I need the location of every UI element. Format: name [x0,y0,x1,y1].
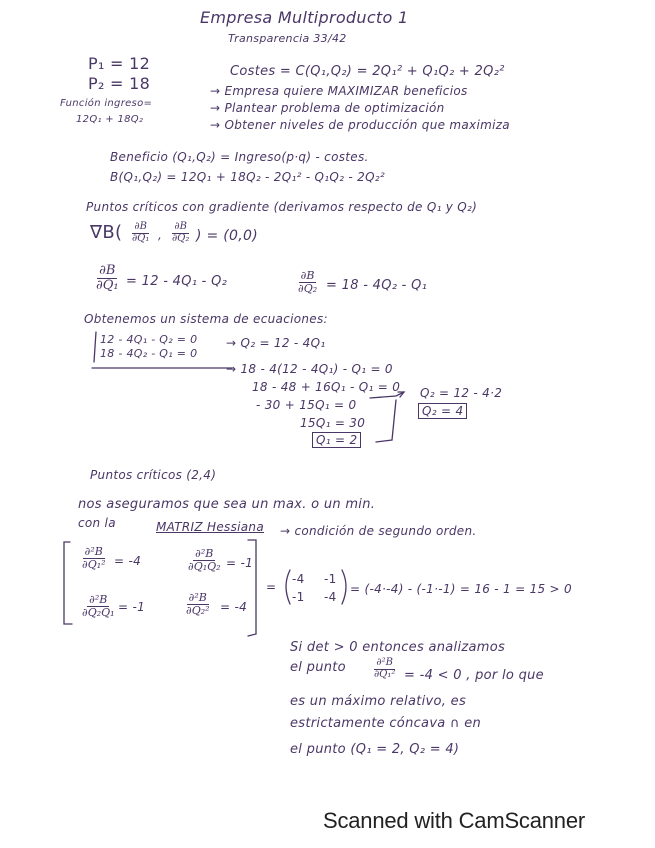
benefit-definition: Beneficio (Q₁,Q₂) = Ingreso(p·q) - costes. [110,150,369,164]
hessian-left-bracket [64,542,72,624]
det-left-paren [286,570,290,604]
cost-bullet-1: → Empresa quiere MAXIMIZAR beneficios [210,84,468,98]
det-right-paren [342,570,346,604]
system-step-2: → 18 - 4(12 - 4Q₁) - Q₁ = 0 [226,362,393,376]
critical-point-result: Puntos críticos (2,4) [90,468,217,482]
page-subtitle: Transparencia 33/42 [228,32,347,45]
system-step-5: 15Q₁ = 30 [300,416,366,430]
hessian-h22-value: = -4 [220,600,248,614]
camscanner-watermark: Scanned with CamScanner [323,808,585,833]
det-m22: -4 [324,590,337,604]
conclusion-line-1: Si det > 0 entonces analizamos [290,640,506,655]
gradient-fraction-q2-den: ∂Q₂ [172,232,190,244]
benefit-formula: B(Q₁,Q₂) = 12Q₁ + 18Q₂ - 2Q₁² - Q₁Q₂ - 2Q₂² [110,170,386,184]
second-order-condition: → condición de segundo orden. [280,524,477,538]
hessian-h11-value: = -4 [114,554,142,568]
partial-q1-expression: = 12 - 4Q₁ - Q₂ [126,274,228,289]
gradient-fraction-q1-num: ∂B [134,221,147,232]
partial-q2-num: ∂B [300,269,315,282]
conclusion-fraction-den: ∂Q₁² [374,668,396,680]
determinant-expression: = (-4·-4) - (-1·-1) = 16 - 1 = 15 > 0 [350,582,572,596]
q2-arrow-line [376,400,396,442]
price-p2: P₂ = 18 [88,74,151,93]
hessian-right-bracket [248,540,256,636]
conclusion-line-5: el punto (Q₁ = 2, Q₂ = 4) [290,742,460,757]
hessian-h12-den: ∂Q₁Q₂ [188,559,221,573]
page-title: Empresa Multiproducto 1 [200,8,409,27]
result-q1-box: Q₁ = 2 [312,432,361,448]
gradient-comma: , [158,228,163,242]
price-p1: P₁ = 12 [88,54,151,73]
hessian-h22-num: ∂²B [188,591,207,604]
system-eq-2: 18 - 4Q₂ - Q₁ = 0 [100,347,198,360]
q2-arrow-top [370,392,404,398]
costs-formula: Costes = C(Q₁,Q₂) = 2Q₁² + Q₁Q₂ + 2Q₂² [230,64,505,79]
partial-q2-den: ∂Q₂ [298,281,318,295]
system-brace [94,332,96,362]
conclusion-line-4: estrictamente cóncava ∩ en [290,716,482,731]
partial-q1-num: ∂B [99,263,116,278]
system-step-3: 18 - 48 + 16Q₁ - Q₁ = 0 [252,380,401,394]
critical-points-heading: Puntos críticos con gradiente (derivamos respecto de Q₁ y Q₂) [86,200,478,214]
hessian-h12-value: = -1 [226,556,254,570]
det-m12: -1 [324,572,337,586]
hessian-h22-den: ∂Q₂² [186,603,210,617]
partial-q1-den: ∂Q₁ [96,277,119,293]
hessian-h11-den: ∂Q₁² [82,557,106,571]
conclusion-fraction-num: ∂²B [376,657,393,668]
conclusion-line-3: es un máximo relativo, es [290,694,467,709]
system-step-4: - 30 + 15Q₁ = 0 [256,398,357,412]
cost-bullet-2: → Plantear problema de optimización [210,101,445,115]
gradient-equals-zero: ) = (0,0) [196,228,258,244]
determinant-equals: = [266,580,277,594]
result-q2-substitution: Q₂ = 12 - 4·2 [420,386,503,400]
partial-q2-expression: = 18 - 4Q₂ - Q₁ [326,278,428,293]
hessian-h11-num: ∂²B [84,545,103,558]
system-step-1: → Q₂ = 12 - 4Q₁ [226,336,326,350]
income-expression: 12Q₁ + 18Q₂ [76,114,144,125]
check-con-la: con la [78,516,116,530]
hessian-h12-num: ∂²B [195,547,214,560]
result-q2-box: Q₂ = 4 [418,403,467,419]
hessian-label: MATRIZ Hessiana [156,520,264,534]
hessian-h21-num: ∂²B [89,593,108,606]
det-m21: -1 [292,590,305,604]
gradient-symbol: ∇B( [90,222,123,243]
system-eq-1: 12 - 4Q₁ - Q₂ = 0 [100,333,198,346]
income-label: Función ingreso= [60,98,153,109]
system-heading: Obtenemos un sistema de ecuaciones: [84,312,328,326]
conclusion-negative: = -4 < 0 , por lo que [404,668,544,683]
gradient-fraction-q1-den: ∂Q₁ [132,232,150,244]
det-m11: -4 [292,572,305,586]
gradient-fraction-q2-num: ∂B [174,221,187,232]
cost-bullet-3: → Obtener niveles de producción que maximiza [210,118,510,132]
hessian-h21-den: ∂Q₂Q₁ [82,605,115,619]
conclusion-el-punto: el punto [290,660,346,675]
hessian-h21-value: = -1 [118,600,146,614]
check-line-1: nos aseguramos que sea un max. o un min. [78,497,376,512]
